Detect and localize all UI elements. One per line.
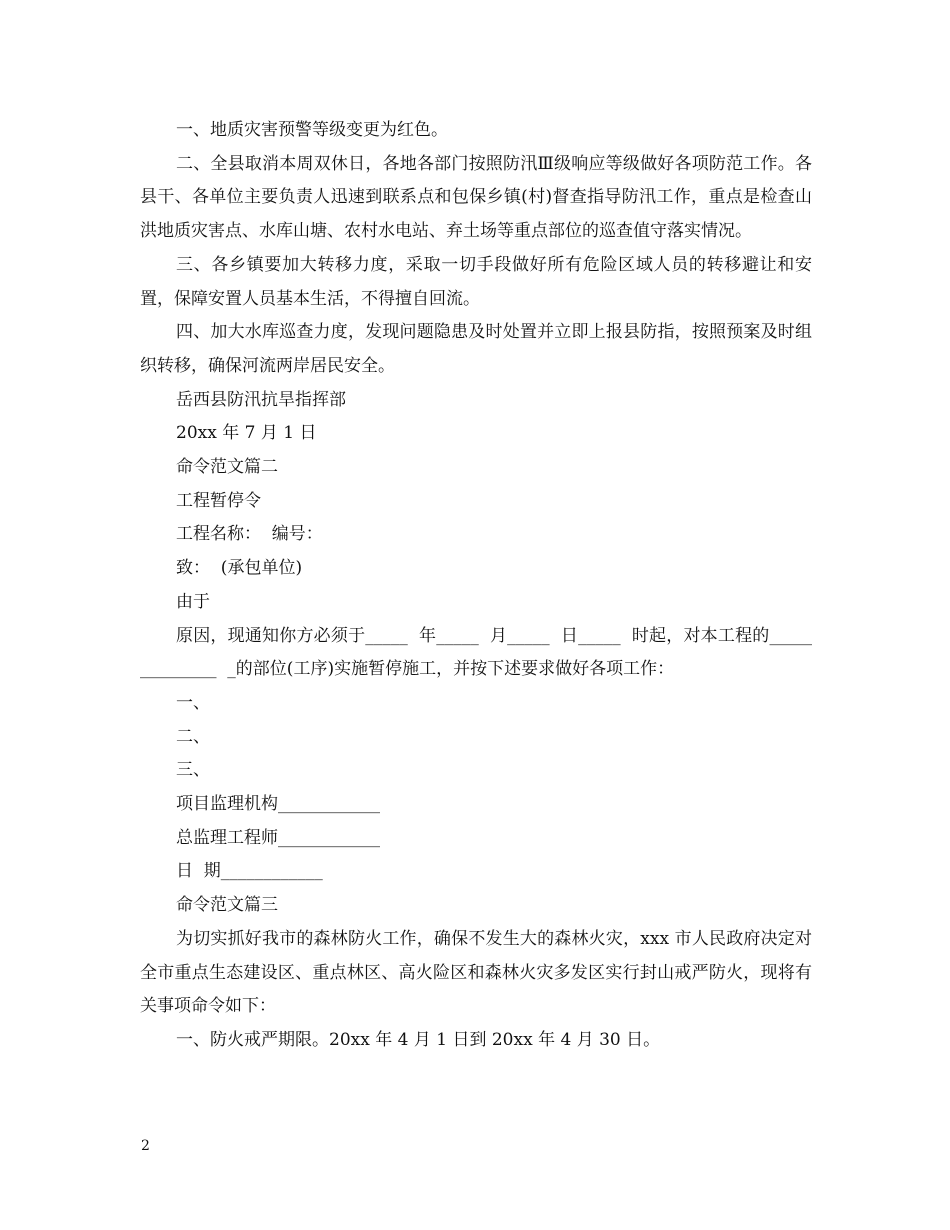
- document-body: [140, 114, 812, 1058]
- paragraph-item-3: 三、各乡镇要加大转移力度，采取一切手段做好所有危险区域人员的转移避让和安置，保障安置人员基本生活，不得擅自回流。: [140, 254, 812, 309]
- fire-prevention-item-1: 一、防火戒严期限。20xx 年 4 月 1 日到 20xx 年 4 月 30 日。: [176, 1029, 661, 1050]
- paragraph-item-2: 二、全县取消本周双休日，各地各部门按照防汛Ⅲ级响应等级做好各项防范工作。各县干、各单位主要负责人迅速到联系点和包保乡镇(村)督查指导防汛工作，重点是检查山洪地质灾害点、水库山塘、农村水电站、弃土场等重点部位的巡查值守落实情况。: [140, 153, 812, 242]
- requirement-two: 二、: [176, 726, 210, 747]
- project-name-line: 工程名称： 编号：: [176, 524, 323, 545]
- section-title-two: 命令范文篇二: [176, 457, 278, 478]
- supervision-agency-line: 项目监理机构____________: [176, 794, 380, 815]
- section-title-three: 命令范文篇三: [176, 895, 278, 916]
- fire-prevention-intro: 为切实抓好我市的森林防火工作，确保不发生大的森林火灾，xxx 市人民政府决定对全市重点生态建设区、重点林区、高火险区和森林火灾多发区实行封山戒严防火，现将有关事项命令如下：: [140, 928, 812, 1017]
- requirement-three: 三、: [176, 760, 210, 781]
- chief-engineer-line: 总监理工程师____________: [176, 827, 380, 848]
- paragraph-item-4: 四、加大水库巡查力度，发现问题隐患及时处置并立即上报县防指，按照预案及时组织转移，确保河流两岸居民安全。: [140, 322, 812, 376]
- issue-date: 20xx 年 7 月 1 日: [176, 423, 317, 444]
- order-title: 工程暂停令: [176, 490, 261, 511]
- page-number: 2: [141, 1138, 150, 1154]
- paragraph-item-1: 一、地质灾害预警等级变更为红色。: [176, 120, 448, 140]
- reason-prefix: 由于: [176, 591, 210, 612]
- recipient-line: 致： (承包单位): [176, 558, 303, 579]
- requirement-one: 一、: [176, 692, 210, 713]
- issuer-name: 岳西县防汛抗旱指挥部: [176, 389, 346, 410]
- suspension-notice: 原因，现通知你方必须于_____ 年_____ 月_____ 日_____ 时起，对本工程的______________ _的部位(工序)实施暂停施工，并按下述要求做好各项工作：: [140, 625, 812, 680]
- date-line: 日 期____________: [176, 861, 323, 882]
